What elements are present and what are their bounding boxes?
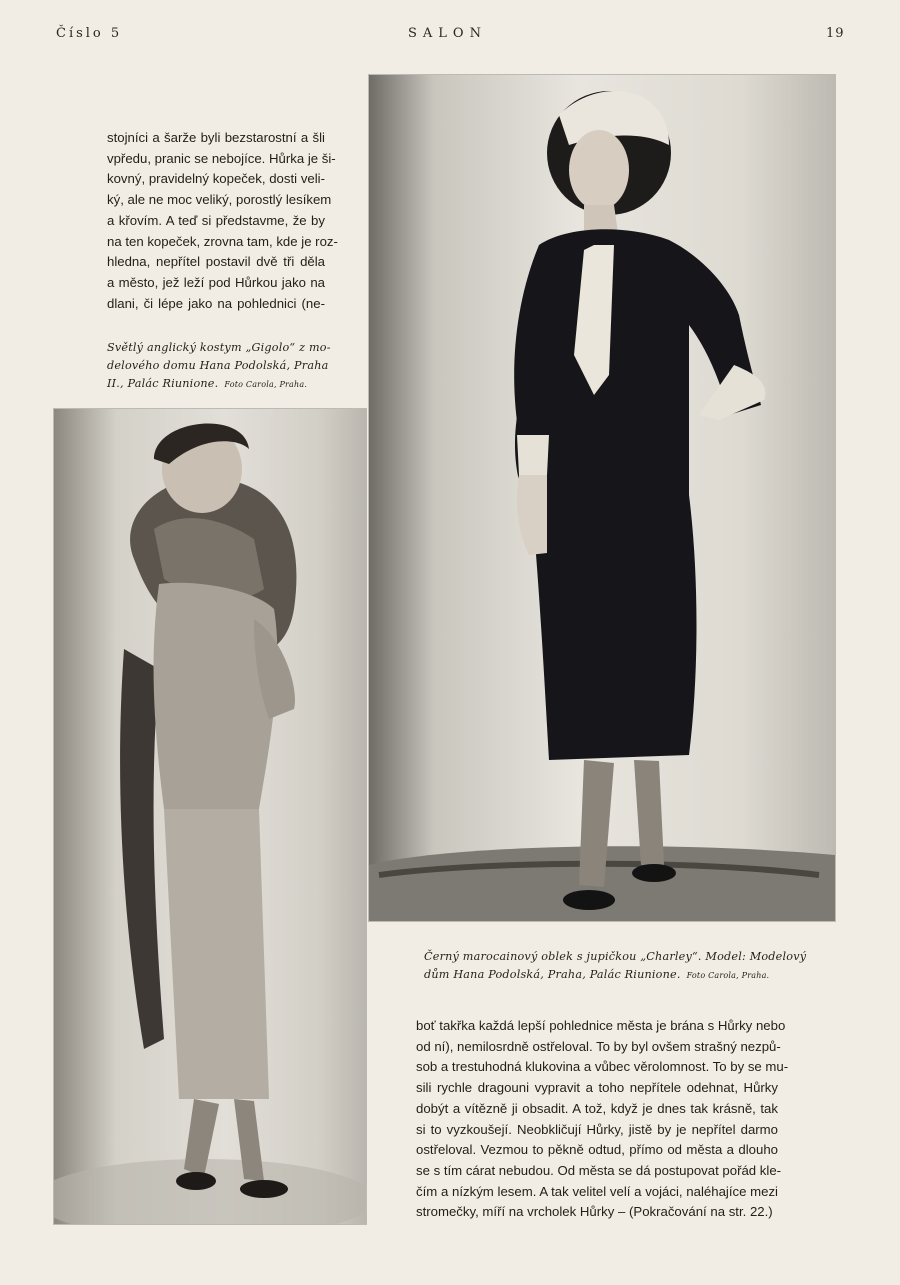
article-line: sili rychle dragouni vypravit a toho nepřítele odehnat, Hůrky <box>416 1080 778 1096</box>
photo-left <box>54 409 366 1224</box>
fashion-figure-left <box>54 409 366 1224</box>
caption-text: II., Palác Riunione. <box>107 377 219 390</box>
article-line: si to vyzkoušejí. Neobkličují Hůrky, jistě by je nepřítel darmo <box>416 1121 778 1137</box>
photo-right <box>369 75 835 921</box>
photo-credit: Foto Carola, Praha. <box>686 971 770 980</box>
caption-right <box>424 948 807 985</box>
article-line: a křovím. A teď si představme, že by <box>107 212 325 228</box>
article-line: vpředu, pranic se nebojíce. Hůrka je ši- <box>107 150 336 166</box>
article-line: dobýt a vítězně ji obsadit. A tož, když je dnes tak krásně, tak <box>416 1100 778 1116</box>
article-line: čím a nízkým lesem. A tak velitel velí a vojáci, naléhajíce mezi <box>416 1183 778 1199</box>
issue-label: Číslo 5 <box>56 26 123 41</box>
article-line: kovný, pravidelný kopeček, dosti veli- <box>107 171 325 187</box>
article-line: stojníci a šarže byli bezstarostní a šli <box>107 130 325 145</box>
article-line: ký, ale ne moc veliký, porostlý lesíkem <box>107 192 332 208</box>
article-line: boť takřka každá lepší pohlednice města je brána s Hůrky nebo <box>416 1018 786 1033</box>
article-line: a město, jež leží pod Hůrkou jako na <box>107 274 325 290</box>
caption-line-last <box>424 966 784 985</box>
caption-left <box>107 339 331 394</box>
caption-line: Světlý anglický kostym „Gigolo“ z mo- <box>107 341 331 354</box>
article-line: se s tím cárat nebudou. Od města se dá postupovat pořád kle- <box>416 1162 782 1178</box>
article-column-top <box>107 128 338 314</box>
article-line: hledna, nepřítel postavil dvě tři děla <box>107 254 325 270</box>
page-number: 19 <box>826 26 845 41</box>
article-line: stromečky, míří na vrcholek Hůrky – (Pokračování na str. 22.) <box>416 1204 773 1220</box>
fashion-figure-right <box>369 75 835 921</box>
article-line: ostřeloval. Vezmou to pěkně odtud, přímo od města a dlouho <box>416 1142 778 1158</box>
article-line: od ní), nemilosrdně ostřeloval. To by byl ovšem strašný nezpů- <box>416 1038 781 1054</box>
caption-line-last <box>107 375 322 394</box>
article-line: dlani, či lépe jako na pohlednici (ne- <box>107 295 325 311</box>
caption-line: Černý marocainový oblek s jupičkou „Charley“. Model: Modelový <box>424 950 807 963</box>
photo-credit: Foto Carola, Praha. <box>224 380 308 389</box>
article-line: sob a trestuhodná klukovina a vůbec věrolomnost. To by se mu- <box>416 1059 789 1075</box>
article-line: na ten kopeček, zrovna tam, kde je roz- <box>107 233 338 249</box>
article-column-bottom <box>416 1016 789 1223</box>
magazine-title: SALON <box>408 26 487 41</box>
caption-text: dům Hana Podolská, Praha, Palác Riunione. <box>424 968 681 981</box>
caption-line: delového domu Hana Podolská, Praha <box>107 359 329 372</box>
